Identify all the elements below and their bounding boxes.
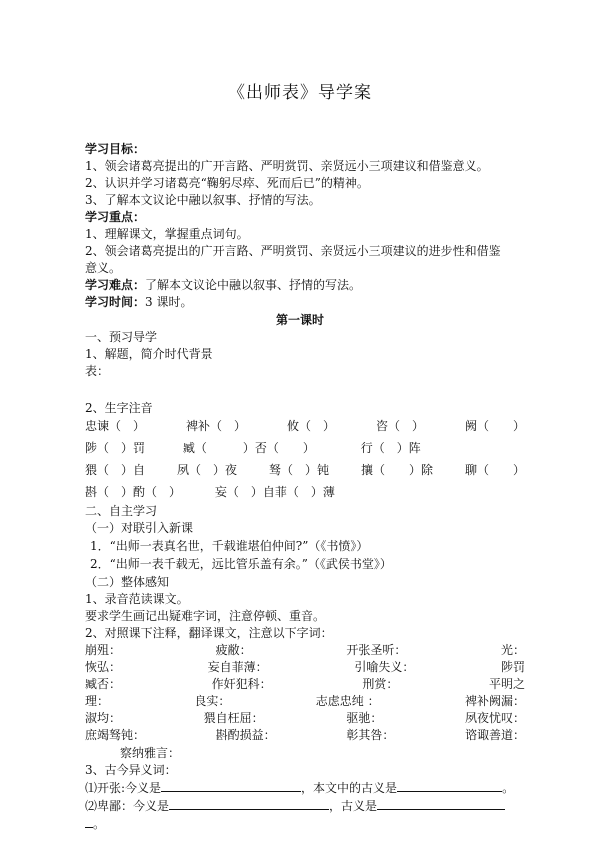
- pinyin-row: [85, 417, 525, 435]
- pinyin-item: 猥（ ）自: [85, 463, 146, 477]
- vocab-item: 庶竭驽钝：: [85, 728, 146, 742]
- vocab-item: 开张圣听：: [346, 643, 407, 657]
- pinyin-item: 夙（ ）夜: [176, 463, 237, 477]
- pinyin-row: [85, 461, 525, 479]
- difficulty-line: [85, 276, 361, 294]
- vocab-row: [85, 709, 525, 727]
- vocab-item: 彰其咎：: [346, 728, 395, 742]
- answer-blank[interactable]: [169, 797, 329, 810]
- biao-label: 表：: [85, 364, 110, 378]
- yi1-middle: ，本文中的古义是: [301, 781, 398, 795]
- time-text: 3 课时。: [145, 295, 193, 309]
- vocab-item: 刑赏：: [362, 677, 399, 691]
- difficulty-text: 了解本文议论中融以叙事、抒情的写法。: [145, 278, 362, 292]
- self-study-heading: 二、自主学习: [85, 504, 158, 518]
- yi1-prefix: ⑴开张:今义是: [85, 781, 162, 795]
- vocab-item: 谘诹善道：: [464, 728, 525, 742]
- objective-item: 2、认识并学习诸葛亮“鞠躬尽瘁、死而后已”的精神。: [85, 176, 369, 190]
- answer-blank[interactable]: [377, 797, 505, 810]
- answer-blank[interactable]: [161, 779, 301, 792]
- pinyin-item: 阙（ ）: [464, 419, 525, 433]
- preview-item-2: 2、生字注音: [85, 401, 153, 415]
- vocab-item: 理：: [85, 694, 110, 708]
- vocab-item: 陟罚: [500, 660, 525, 674]
- couplet: 1．“出师一表真名世，千载谁堪伯仲间?”（《书愤》）: [90, 539, 369, 553]
- ancient-modern-2-end: [85, 815, 105, 833]
- key-point-item: 2、领会诸葛亮提出的广开言路、严明赏罚、亲贤远小三项建议的进步性和借鉴: [85, 244, 501, 258]
- answer-blank[interactable]: [85, 815, 93, 828]
- step-1: 1、录音范读课文。: [85, 592, 189, 606]
- vocab-item: 平明之: [488, 677, 525, 691]
- vocab-item: 斟酌损益：: [215, 728, 276, 742]
- objective-item: 3、了解本文议论中融以叙事、抒情的写法。: [85, 193, 321, 207]
- pinyin-item: 聊（ ）: [464, 463, 525, 477]
- answer-blank[interactable]: [397, 779, 502, 792]
- key-point-item: 1、理解课文，掌握重点词句。: [85, 227, 249, 241]
- vocab-item: 恢弘：: [85, 660, 122, 674]
- couplet: 2．“出师一表千载无，远比管乐盖有余。”（《武侯书堂》）: [90, 557, 392, 571]
- vocab-row: [85, 692, 525, 710]
- pinyin-item: 驽（ ）钝: [268, 463, 329, 477]
- key-point-item: 意义。: [85, 261, 122, 275]
- time-line: [85, 293, 192, 311]
- vocab-item: 引喻失义：: [354, 660, 415, 674]
- ancient-modern-2: [85, 797, 505, 815]
- vocab-item: 志虑忠纯 ：: [315, 694, 380, 708]
- pinyin-row: [85, 439, 421, 457]
- sub-heading: （二）整体感知: [85, 575, 170, 589]
- objectives-heading: 学习目标：: [85, 142, 146, 156]
- time-heading: 学习时间：: [85, 295, 146, 309]
- ancient-modern-1: [85, 779, 514, 797]
- yi1-suffix: 。: [502, 781, 515, 795]
- pinyin-item: 咨（ ）: [375, 419, 424, 433]
- vocab-item: 驱驰：: [346, 711, 383, 725]
- step-2: 2、对照课下注释，翻译课文，注意以下字词：: [85, 626, 333, 640]
- vocab-row: [85, 726, 525, 744]
- pinyin-item: 斟（ ）酌（ ）: [85, 485, 182, 499]
- yi2-suffix: 。: [93, 817, 106, 831]
- vocab-item: 妄自菲薄：: [207, 660, 268, 674]
- vocab-row: [85, 641, 525, 659]
- pinyin-item: 攸（ ）: [286, 419, 335, 433]
- pinyin-item: 攘（ ）除: [360, 463, 433, 477]
- preview-item-1: 1、解题，简介时代背景: [85, 347, 213, 361]
- step-3: 3、古今异义词：: [85, 763, 177, 777]
- step-1-note: 要求学生画记出疑难字词，注意停顿、重音。: [85, 609, 326, 623]
- vocab-item: 淑均：: [85, 711, 122, 725]
- pinyin-item: 臧（ ）否（ ）: [182, 441, 315, 455]
- pinyin-item: 裨补（ ）: [185, 419, 246, 433]
- vocab-item: 猥自枉屈：: [203, 711, 264, 725]
- pinyin-item: 妄（ ）自菲（ ）薄: [214, 485, 335, 499]
- vocab-row: [85, 675, 525, 693]
- pinyin-item: 陟（ ）罚: [85, 441, 146, 455]
- vocab-item: 良实：: [194, 694, 231, 708]
- vocab-item: 疲敝：: [215, 643, 252, 657]
- page-title: 《出师表》导学案: [228, 83, 372, 103]
- pinyin-item: 行（ ）阵: [360, 441, 421, 455]
- key-points-heading: 学习重点：: [85, 210, 146, 224]
- vocab-item: 臧否：: [85, 677, 122, 691]
- vocab-item: 夙夜忧叹：: [464, 711, 525, 725]
- objective-item: 1、领会诸葛亮提出的广开言路、严明赏罚、亲贤远小三项建议和借鉴意义。: [85, 159, 489, 173]
- vocab-item: 光：: [500, 643, 525, 657]
- pinyin-item: 忠谏（ ）: [85, 419, 146, 433]
- difficulty-heading: 学习难点：: [85, 278, 146, 292]
- vocab-item: 崩殂：: [85, 643, 122, 657]
- vocab-item: 裨补阙漏：: [464, 694, 525, 708]
- preview-heading: 一、预习导学: [85, 330, 158, 344]
- yi2-prefix: ⑵卑鄙：今义是: [85, 799, 170, 813]
- vocab-item: 察纳雅言：: [120, 746, 181, 760]
- pinyin-row: [85, 483, 335, 501]
- sub-heading: （一）对联引入新课: [85, 521, 194, 535]
- yi2-middle: ，古义是: [329, 799, 378, 813]
- lesson-title: 第一课时: [275, 313, 324, 327]
- vocab-item: 作奸犯科：: [211, 677, 272, 691]
- vocab-row: [85, 658, 525, 676]
